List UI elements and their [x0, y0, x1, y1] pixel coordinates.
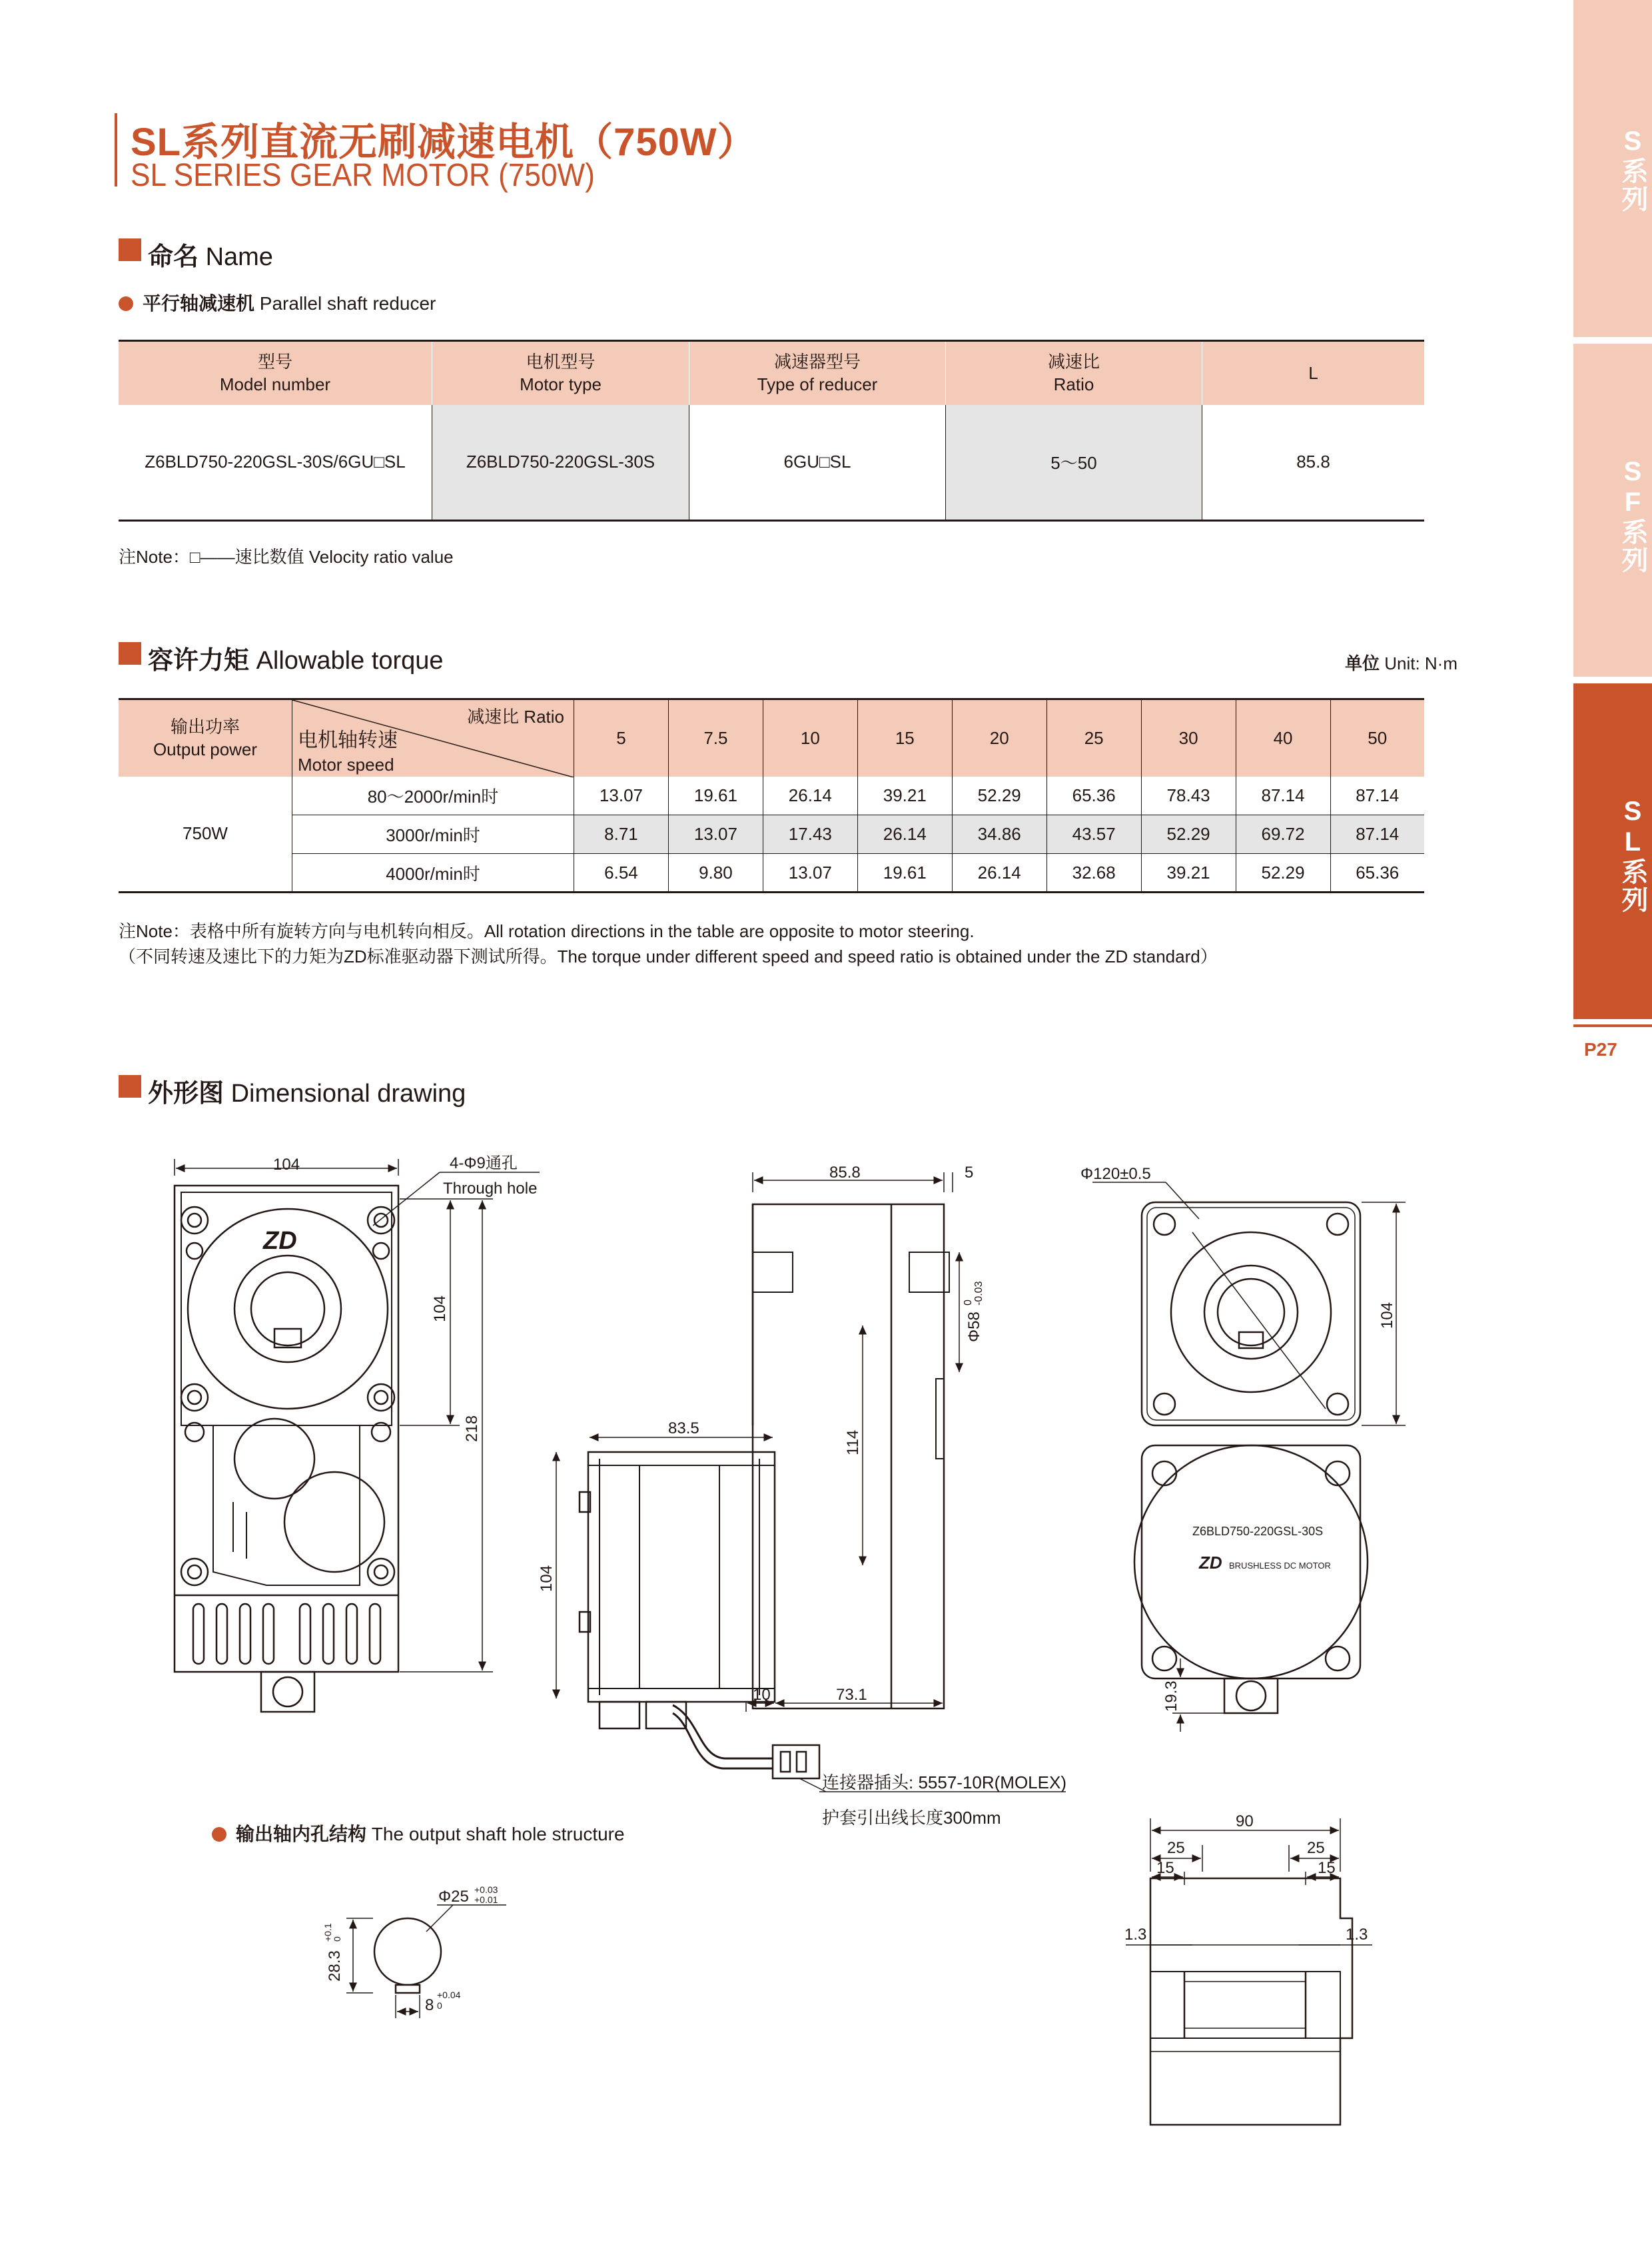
speed-cell: 80～2000r/min时	[292, 777, 574, 815]
torque-cell: 78.43	[1141, 777, 1236, 815]
rear-label-brand: ZD	[1199, 1553, 1222, 1573]
torque-cell: 13.07	[668, 815, 763, 854]
page-number: P27	[1584, 1039, 1617, 1060]
rear-label-model: Z6BLD750-220GSL-30S	[1192, 1525, 1324, 1538]
dim-hole-depth: 28.3	[326, 1950, 344, 1982]
dim-side-w10: 10	[753, 1686, 771, 1704]
dim-key-width: 8	[425, 1996, 434, 2014]
torque-cell: 6.54	[574, 854, 669, 893]
dim-sec-25a: 25	[1167, 1839, 1185, 1857]
dim-front-h218: 218	[463, 1415, 481, 1442]
naming-table	[119, 340, 1424, 522]
table-row	[119, 815, 1424, 854]
dim-shaft-tol-bot: -0.03	[973, 1281, 985, 1306]
ratio-header: 10	[763, 699, 857, 777]
table-cell: Z6BLD750-220GSL-30S	[432, 405, 689, 521]
torque-note-1: 注Note：表格中所有旋转方向与电机转向相反。All rotation directions in the table are opposite to motor steering.	[119, 921, 975, 941]
bullet-shaft-hole	[212, 1820, 625, 1842]
ratio-header: 5	[574, 699, 669, 777]
dim-sec-13b: 1.3	[1346, 1926, 1368, 1944]
dim-shaft-tol-top: 0	[963, 1300, 974, 1306]
table-header-row	[119, 341, 1424, 405]
dim-key-tol-bot: 0	[437, 2000, 442, 2011]
speed-cell: 4000r/min时	[292, 854, 574, 893]
torque-cell: 17.43	[763, 815, 857, 854]
torque-unit: 单位 Unit: N·m	[1344, 653, 1457, 673]
bullet-text-en: Parallel shaft reducer	[259, 293, 436, 314]
hole-label: 4-Φ9通孔	[450, 1154, 518, 1172]
side-tab-label: SL系列	[1618, 797, 1647, 914]
ratio-header: 20	[952, 699, 1046, 777]
power-cell: 750W	[119, 777, 292, 893]
table-cell: Z6BLD750-220GSL-30S/6GU□SL	[119, 405, 432, 521]
dim-side-w83: 83.5	[668, 1419, 699, 1437]
corner-speed-label-cn: 电机轴转速	[298, 729, 398, 751]
hole-label-en: Through hole	[443, 1180, 538, 1198]
side-view	[556, 1172, 1066, 1792]
dim-sec-90: 90	[1236, 1812, 1254, 1830]
dim-hole-depth-tol-bot: 0	[332, 1936, 342, 1942]
side-tab-sl-series[interactable]	[1573, 683, 1652, 1019]
torque-cell: 26.14	[857, 815, 952, 854]
ratio-header: 40	[1236, 699, 1330, 777]
torque-cell: 26.14	[763, 777, 857, 815]
torque-cell: 65.36	[1356, 862, 1400, 883]
dim-sec-15a: 15	[1156, 1859, 1174, 1877]
table-header-cell: 减速比 Ratio	[946, 341, 1202, 405]
torque-cell: 19.61	[857, 854, 952, 893]
bullet-dot-icon	[212, 1827, 226, 1842]
torque-cell: 19.61	[668, 777, 763, 815]
dim-key-tol-top: +0.04	[437, 1990, 461, 2000]
table-cell: 5～50	[946, 405, 1202, 521]
section-title-cn: 命名	[148, 243, 199, 271]
front-view	[175, 1159, 540, 1712]
dim-rear-dia: Φ120±0.5	[1080, 1165, 1151, 1183]
ratio-header: 25	[1046, 699, 1141, 777]
bullet-text-cn: 平行轴减速机	[143, 293, 255, 314]
table-cell: 85.8	[1296, 452, 1330, 472]
dim-front-width: 104	[273, 1156, 300, 1174]
dim-front-h104: 104	[431, 1295, 449, 1322]
torque-cell: 32.68	[1046, 854, 1141, 893]
table-row	[119, 854, 1424, 893]
dim-sec-25b: 25	[1307, 1839, 1325, 1857]
bullet-dot-icon	[119, 296, 133, 311]
torque-cell: 87.14	[1236, 777, 1330, 815]
dim-hole-dia-tol-bot: +0.01	[474, 1894, 498, 1905]
torque-cell: 34.86	[952, 815, 1046, 854]
side-tab-label: SF系列	[1618, 457, 1647, 574]
table-corner-cell	[292, 699, 574, 777]
torque-cell: 39.21	[1141, 854, 1236, 893]
torque-cell: 13.07	[763, 854, 857, 893]
dim-rear-h104: 104	[1378, 1302, 1396, 1329]
section-marker	[119, 238, 141, 261]
torque-cell: 39.21	[857, 777, 952, 815]
table-header-cell: 型号 Model number	[119, 341, 432, 405]
dim-rear-h19: 19.3	[1162, 1681, 1180, 1712]
dim-sec-13a: 1.3	[1124, 1926, 1147, 1944]
bullet-parallel-shaft	[119, 289, 436, 312]
dim-side-h114: 114	[844, 1429, 862, 1455]
dim-side-h104: 104	[538, 1565, 556, 1592]
side-tab-label: S系列	[1618, 127, 1647, 213]
torque-cell: 52.29	[1236, 854, 1330, 893]
dim-side-w73: 73.1	[836, 1686, 867, 1704]
torque-cell: 87.14	[1356, 785, 1400, 805]
page-title-en: SL SERIES GEAR MOTOR (750W)	[131, 158, 595, 193]
dim-hole-dia: Φ25	[438, 1888, 469, 1906]
table-row	[119, 405, 1424, 521]
ratio-header: 30	[1141, 699, 1236, 777]
torque-cell: 8.71	[574, 815, 669, 854]
torque-cell: 9.80	[668, 854, 763, 893]
section-title-en: Allowable torque	[256, 647, 444, 675]
table-header-row	[119, 699, 1424, 777]
torque-cell: 43.57	[1046, 815, 1141, 854]
page-title-cn: SL系列直流无刷减速电机（750W）	[131, 121, 757, 164]
dim-hole-depth-tol-top: +0.1	[322, 1923, 333, 1942]
dim-hole-dia-tol-top: +0.03	[474, 1884, 498, 1895]
ratio-header: 7.5	[668, 699, 763, 777]
rear-view	[1092, 1182, 1406, 1732]
dim-side-5: 5	[965, 1164, 974, 1182]
naming-note: 注Note：□——速比数值 Velocity ratio value	[119, 547, 454, 567]
ratio-header: 15	[857, 699, 952, 777]
bullet-text-cn: 输出轴内孔结构	[236, 1824, 367, 1844]
dim-side-l: 85.8	[829, 1164, 861, 1182]
bullet-text-en: The output shaft hole structure	[371, 1824, 625, 1844]
speed-cell: 3000r/min时	[292, 815, 574, 854]
torque-cell: 69.72	[1236, 815, 1330, 854]
table-cell: 6GU□SL	[689, 405, 946, 521]
section-title-en: Dimensional drawing	[230, 1080, 466, 1108]
cable-label: 护套引出线长度300mm	[822, 1808, 1001, 1828]
dim-shaft-dia: Φ58	[965, 1311, 983, 1342]
torque-table	[119, 698, 1424, 893]
table-row	[119, 777, 1424, 815]
title-accent-bar	[115, 113, 117, 187]
table-header-cell: 电机型号 Motor type	[432, 341, 689, 405]
dim-sec-15b: 15	[1318, 1859, 1336, 1877]
side-tab-s-series[interactable]	[1573, 0, 1652, 337]
torque-cell: 13.07	[574, 777, 669, 815]
table-header-cell: 输出功率 Output power	[119, 699, 292, 777]
side-tab-sf-series[interactable]	[1573, 344, 1652, 677]
zd-logo: ZD	[263, 1227, 297, 1255]
corner-ratio-label: 减速比 Ratio	[467, 707, 564, 727]
torque-cell: 52.29	[952, 777, 1046, 815]
torque-cell: 52.29	[1141, 815, 1236, 854]
table-header-cell: L	[1202, 341, 1425, 405]
ratio-header: 50	[1330, 699, 1424, 777]
torque-cell: 65.36	[1046, 777, 1141, 815]
table-header-cell: 减速器型号 Type of reducer	[689, 341, 946, 405]
section-marker	[119, 1075, 141, 1098]
section-title-en: Name	[205, 243, 273, 271]
torque-cell: 26.14	[952, 854, 1046, 893]
page-number-rule	[1573, 1024, 1652, 1027]
section-title-cn: 容许力矩	[148, 647, 250, 675]
torque-note-2: （不同转速及速比下的力矩为ZD标准驱动器下测试所得。The torque under different speed and speed ratio is obtained under the ZD standard）	[119, 946, 1218, 966]
torque-cell: 87.14	[1330, 815, 1424, 854]
corner-speed-label-en: Motor speed	[298, 755, 394, 775]
section-title-cn: 外形图	[148, 1080, 224, 1108]
connector-label: 连接器插头: 5557-10R(MOLEX)	[822, 1772, 1066, 1792]
dimensional-drawing	[0, 1132, 1572, 2242]
section-marker	[119, 642, 141, 665]
rear-label-type: BRUSHLESS DC MOTOR	[1229, 1561, 1331, 1571]
